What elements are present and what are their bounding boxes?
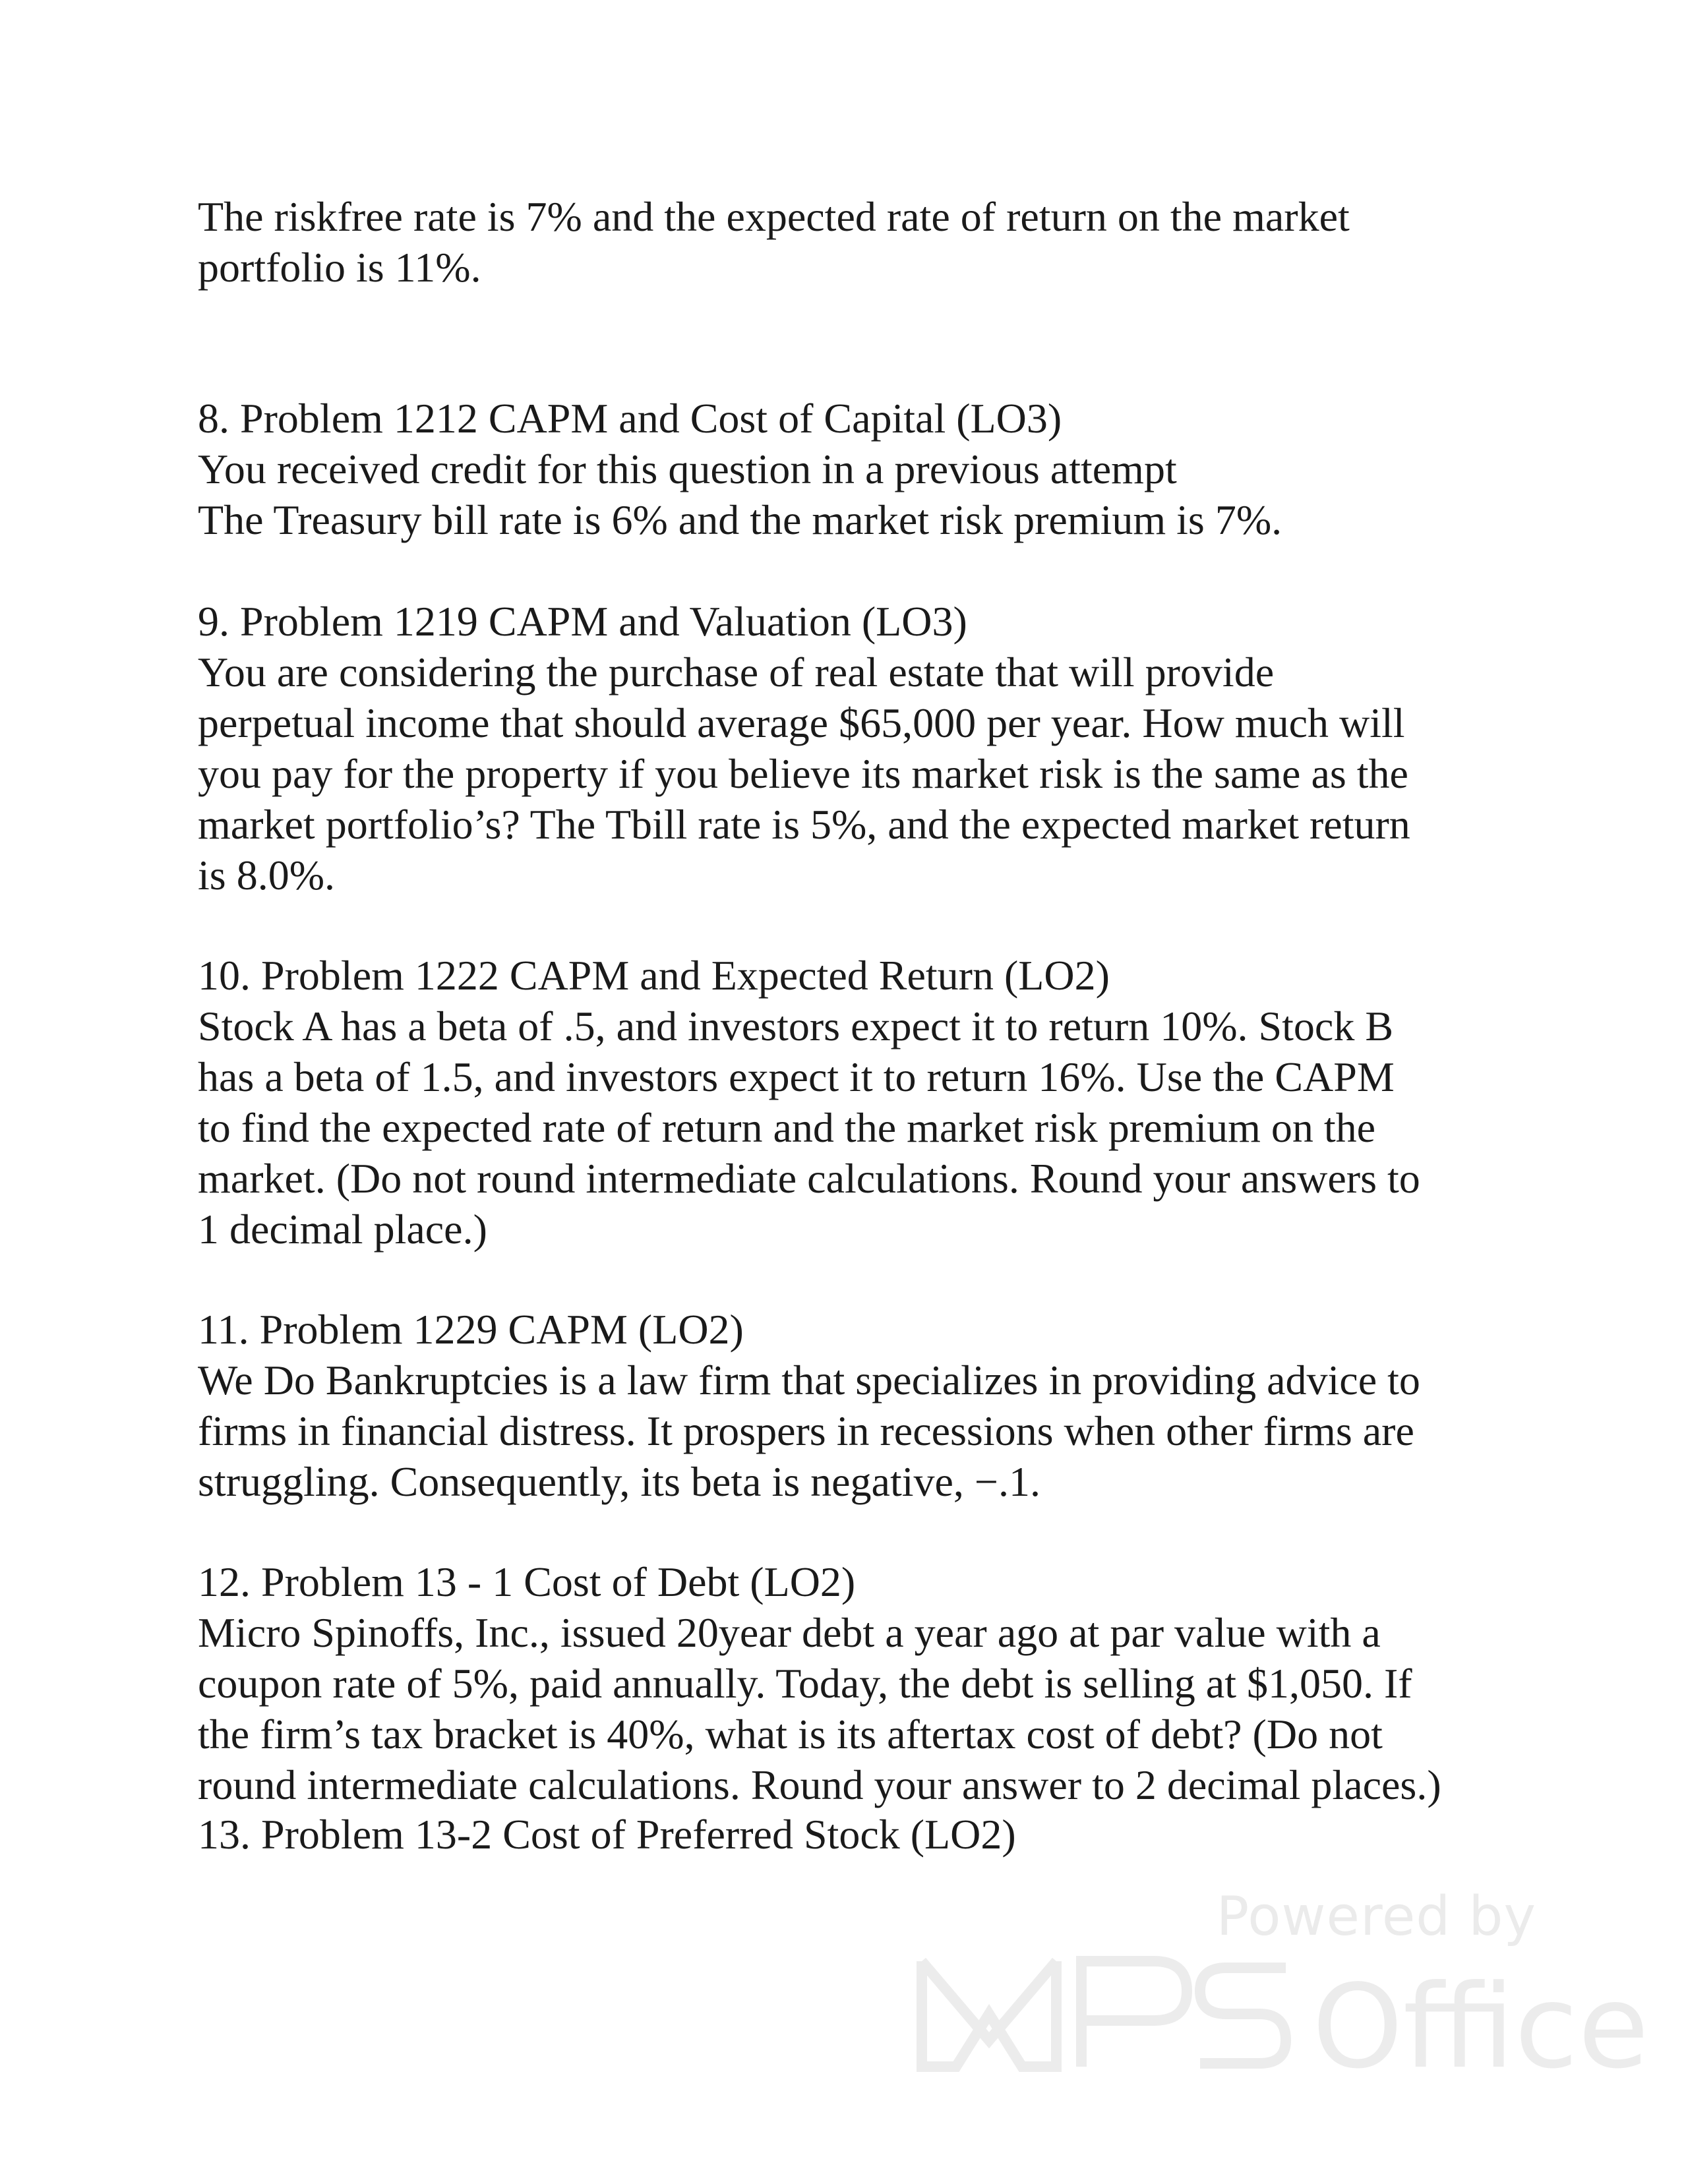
text-line: 1 decimal place.) <box>198 1206 487 1253</box>
text-line: portfolio is 11%. <box>198 244 481 291</box>
text-line: struggling. Consequently, its beta is negative, −.1. <box>198 1458 1040 1505</box>
wps-office-logo-icon <box>917 1948 1649 2094</box>
text-line: the firm’s tax bracket is 40%, what is its aftertax cost of debt? (Do not <box>198 1711 1383 1757</box>
text-line: Stock A has a beta of .5, and investors expect it to return 10%. Stock B <box>198 1003 1393 1049</box>
problem-heading: 8. Problem 1212 CAPM and Cost of Capital (LO3) <box>198 395 1062 442</box>
intro-paragraph <box>198 191 1350 293</box>
problem-8 <box>198 393 1282 545</box>
problem-heading: 10. Problem 1222 CAPM and Expected Return (LO2) <box>198 952 1110 999</box>
problem-12 <box>198 1556 1441 1810</box>
text-line: market. (Do not round intermediate calculations. Round your answers to <box>198 1155 1420 1202</box>
problem-11 <box>198 1304 1420 1507</box>
problem-heading: 11. Problem 1229 CAPM (LO2) <box>198 1306 744 1353</box>
watermark-brand-text: Office <box>1312 1961 1649 2094</box>
text-line: firms in financial distress. It prospers in recessions when other firms are <box>198 1407 1414 1454</box>
text-line: The riskfree rate is 7% and the expected rate of return on the market <box>198 193 1350 240</box>
wps-office-watermark <box>917 1885 1649 2094</box>
text-line: to find the expected rate of return and the market risk premium on the <box>198 1104 1376 1151</box>
problem-heading: 9. Problem 1219 CAPM and Valuation (LO3) <box>198 598 967 645</box>
text-line: has a beta of 1.5, and investors expect it to return 16%. Use the CAPM <box>198 1053 1395 1100</box>
text-line: perpetual income that should average $65,000 per year. How much will <box>198 699 1405 746</box>
text-line: market portfolio’s? The Tbill rate is 5%, and the expected market return <box>198 801 1410 848</box>
text-line: You received credit for this question in a previous attempt <box>198 446 1177 492</box>
text-line: The Treasury bill rate is 6% and the market risk premium is 7%. <box>198 496 1282 543</box>
problem-9 <box>198 596 1410 900</box>
problem-heading: 13. Problem 13-2 Cost of Preferred Stock (LO2) <box>198 1811 1016 1858</box>
text-line: You are considering the purchase of real estate that will provide <box>198 649 1275 695</box>
text-line: Micro Spinoffs, Inc., issued 20year debt a year ago at par value with a <box>198 1609 1381 1656</box>
problem-10 <box>198 950 1420 1254</box>
text-line: you pay for the property if you believe its market risk is the same as the <box>198 750 1408 797</box>
text-line: coupon rate of 5%, paid annually. Today, the debt is selling at $1,050. If <box>198 1660 1412 1707</box>
watermark-powered-by: Powered by <box>1216 1885 1536 1948</box>
text-line: We Do Bankruptcies is a law firm that specializes in providing advice to <box>198 1357 1420 1403</box>
problem-heading: 12. Problem 13 - 1 Cost of Debt (LO2) <box>198 1558 856 1605</box>
problem-13 <box>198 1809 1016 1860</box>
text-line: is 8.0%. <box>198 852 335 899</box>
text-line: round intermediate calculations. Round your answer to 2 decimal places.) <box>198 1761 1441 1808</box>
